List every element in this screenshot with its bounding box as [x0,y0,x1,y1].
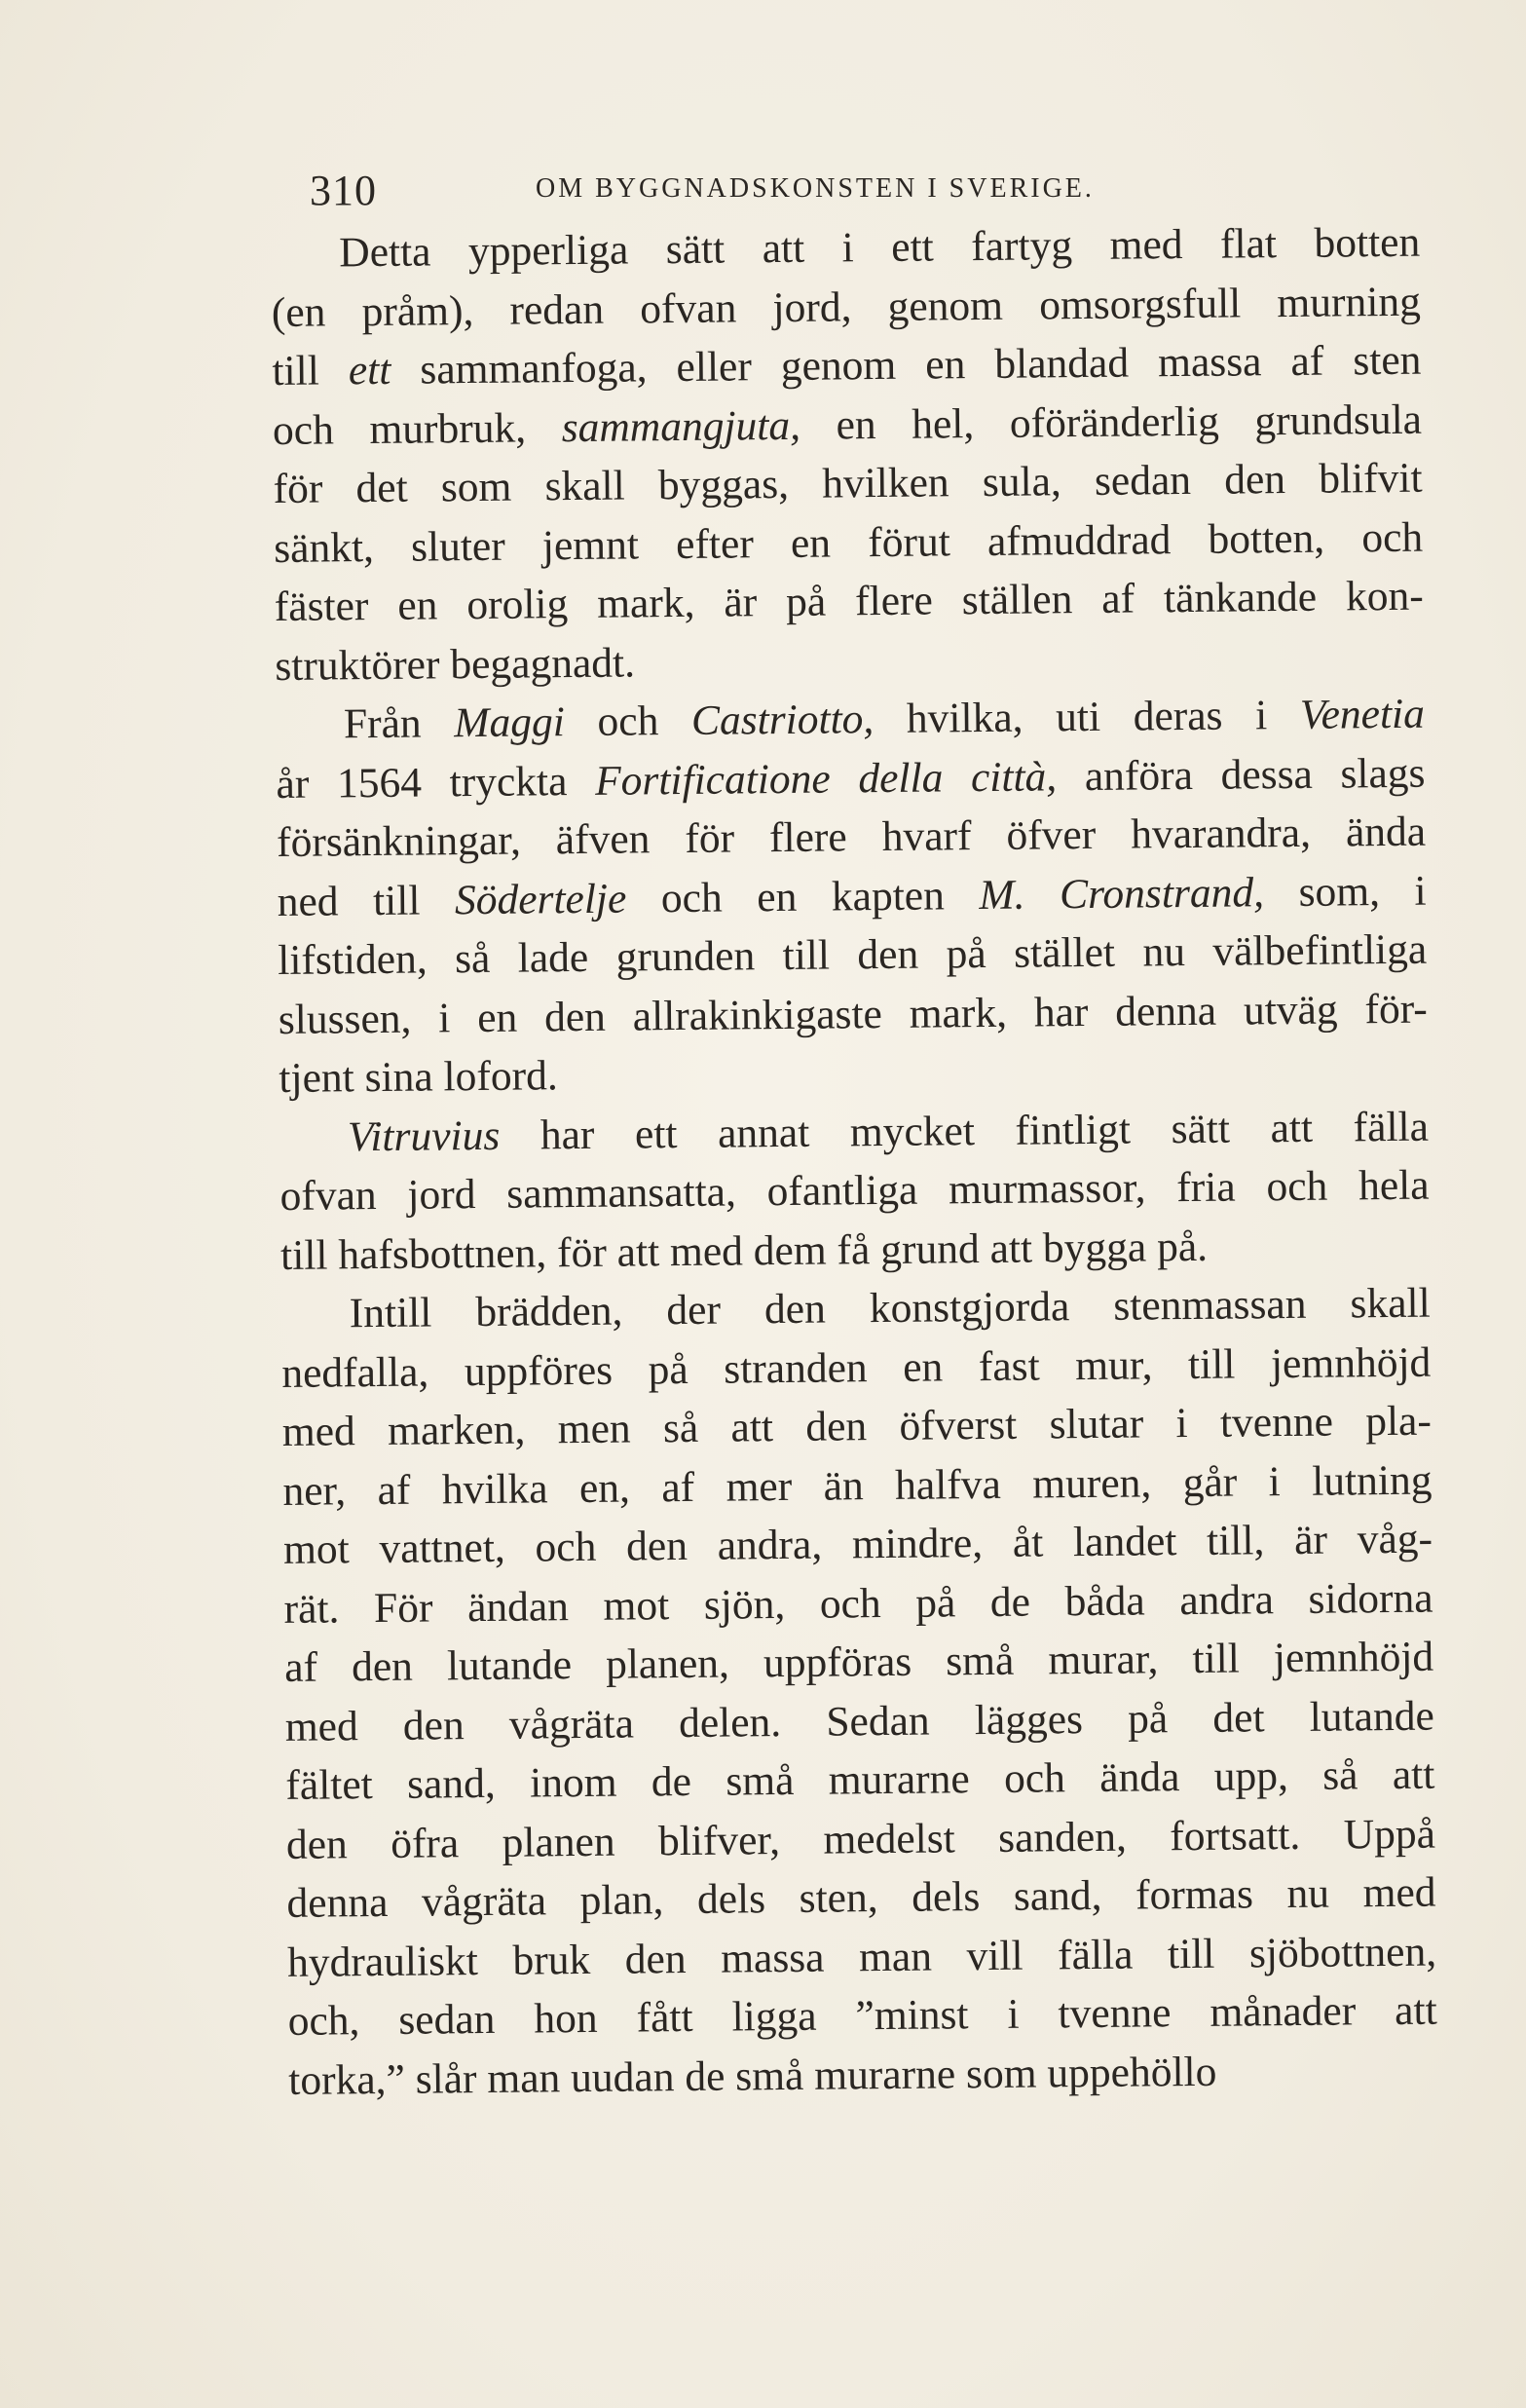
text-run: som, i [1263,867,1427,916]
text-line [275,625,1425,696]
page-number: 310 [310,167,377,214]
text-run: har ett annat mycket fintligt sätt att fälla [500,1103,1430,1159]
text-run: af den lutande planen, uppföras små murar, till jemnhöjd [283,1633,1434,1691]
text-line [284,1628,1434,1698]
text-line [288,2040,1438,2110]
italic-run: Fortificatione della città, [594,752,1058,805]
text-run: med marken, men så att den öfverst slutar i tvenne pla- [281,1397,1433,1455]
paragraph [279,1097,1431,1285]
text-line [271,213,1421,283]
text-line [276,743,1426,813]
text-run: denna vågräta plan, dels sten, dels sand, formas nu med [286,1868,1436,1927]
text-run: fäster en orolig mark, är på flere ställen af tänkande kon- [274,572,1424,630]
italic-run: Södertelje [454,875,627,923]
text-line [273,449,1423,519]
page-header [310,156,1284,214]
text-run: försänkningar, äfven för flere hvarf öfver hvarandra, ända [276,808,1427,866]
text-run: fältet sand, inom de små murarne och ända upp, så att [285,1750,1435,1809]
text-line [282,1450,1433,1521]
text-run: nedfalla, uppföres på stranden en fast mur, till jemnhöjd [281,1338,1432,1397]
italic-run: Maggi [454,698,566,747]
text-line [279,1156,1430,1226]
text-run: och en kapten [626,871,980,922]
text-run: torka,” slår man uudan de små murarne som uppehöllo [288,2048,1217,2104]
text-run: ned till [277,876,456,925]
text-run: till hafsbottnen, för att med dem få grund att bygga på. [279,1223,1209,1279]
text-line [287,1981,1437,2051]
text-run: och, sedan hon fått ligga ”minst i tvenne månader att [287,1986,1437,2045]
italic-run: Castriotto, [690,696,875,744]
text-run: anföra dessa slags [1056,749,1426,800]
text-line [287,1922,1437,1992]
text-run: ner, af hvilka en, af mer än halfva muren, går i lutning [282,1456,1433,1515]
text-run: för det som skall byggas, hvilken sula, sedan den blifvit [273,454,1423,512]
text-run: hvilka, uti deras i [874,691,1301,743]
text-line [278,921,1428,991]
text-line [282,1392,1433,1462]
text-line [279,1038,1429,1109]
italic-run: Venetia [1299,690,1426,738]
text-line [286,1804,1436,1874]
italic-run: M. Cronstrand, [979,868,1265,919]
paragraph [276,685,1429,1109]
text-run: och [564,696,692,746]
text-run: sänkt, sluter jemnt efter en förut afmuddrad botten, och [273,513,1424,572]
body-text [271,213,1438,2110]
italic-run: ett [348,346,391,395]
text-line [279,979,1429,1049]
text-run: lifstiden, så lade grunden till den på stället nu välbefintliga [278,925,1428,984]
text-line [274,508,1424,578]
italic-run: sammangjuta, [561,401,801,451]
text-run: struktörer begagnadt. [275,638,636,690]
text-line [285,1746,1435,1816]
text-run: Från [343,699,455,748]
text-run: ofvan jord sammansatta, ofantliga murmassor, fria och hela [279,1161,1430,1220]
text-line [273,390,1423,460]
text-line [272,272,1422,342]
running-head: OM BYGGNADSKONSTEN I SVERIGE. [536,173,1095,204]
text-line [274,567,1424,637]
text-line [277,861,1427,931]
text-line [283,1568,1433,1638]
text-run: (en pråm), redan ofvan jord, genom omsorgsfull murning [271,278,1422,336]
text-line [277,803,1427,873]
text-line [280,1274,1431,1344]
text-line [281,1333,1432,1403]
text-run: Intill brädden, der den konstgjorda stenmassan skall [349,1279,1431,1337]
text-run: hydrauliskt bruk den massa man vill fälla till sjöbottnen, [286,1928,1437,1986]
text-line [285,1686,1435,1756]
paragraph [280,1274,1437,2110]
text-line [286,1863,1436,1934]
text-line [272,331,1422,401]
text-run: en hel, oföränderlig grundsula [800,395,1423,449]
italic-run: Vitruvius [347,1111,501,1160]
text-line [280,1215,1431,1285]
text-run: till [272,347,350,395]
paragraph [271,213,1425,696]
text-run: och murbruk, [272,403,562,454]
text-run: slussen, i en den allrakinkigaste mark, har denna utväg för- [278,985,1429,1043]
text-line [276,685,1426,755]
text-run: Detta ypperliga sätt att i ett fartyg med flat botten [339,218,1421,277]
text-line [279,1097,1430,1167]
text-line [283,1510,1433,1580]
text-run: rät. För ändan mot sjön, och på de båda andra sidorna [283,1574,1433,1633]
text-run: mot vattnet, och den andra, mindre, åt landet till, är våg- [282,1515,1433,1573]
text-run: den öfra planen blifver, medelst sanden, fortsatt. Uppå [285,1810,1436,1868]
text-run: med den vågräta delen. Sedan lägges på det lutande [284,1692,1434,1750]
text-run: år 1564 tryckta [276,757,596,808]
text-run: sammanfoga, eller genom en blandad massa af sten [391,336,1422,394]
text-run: tjent sina loford. [279,1052,558,1102]
